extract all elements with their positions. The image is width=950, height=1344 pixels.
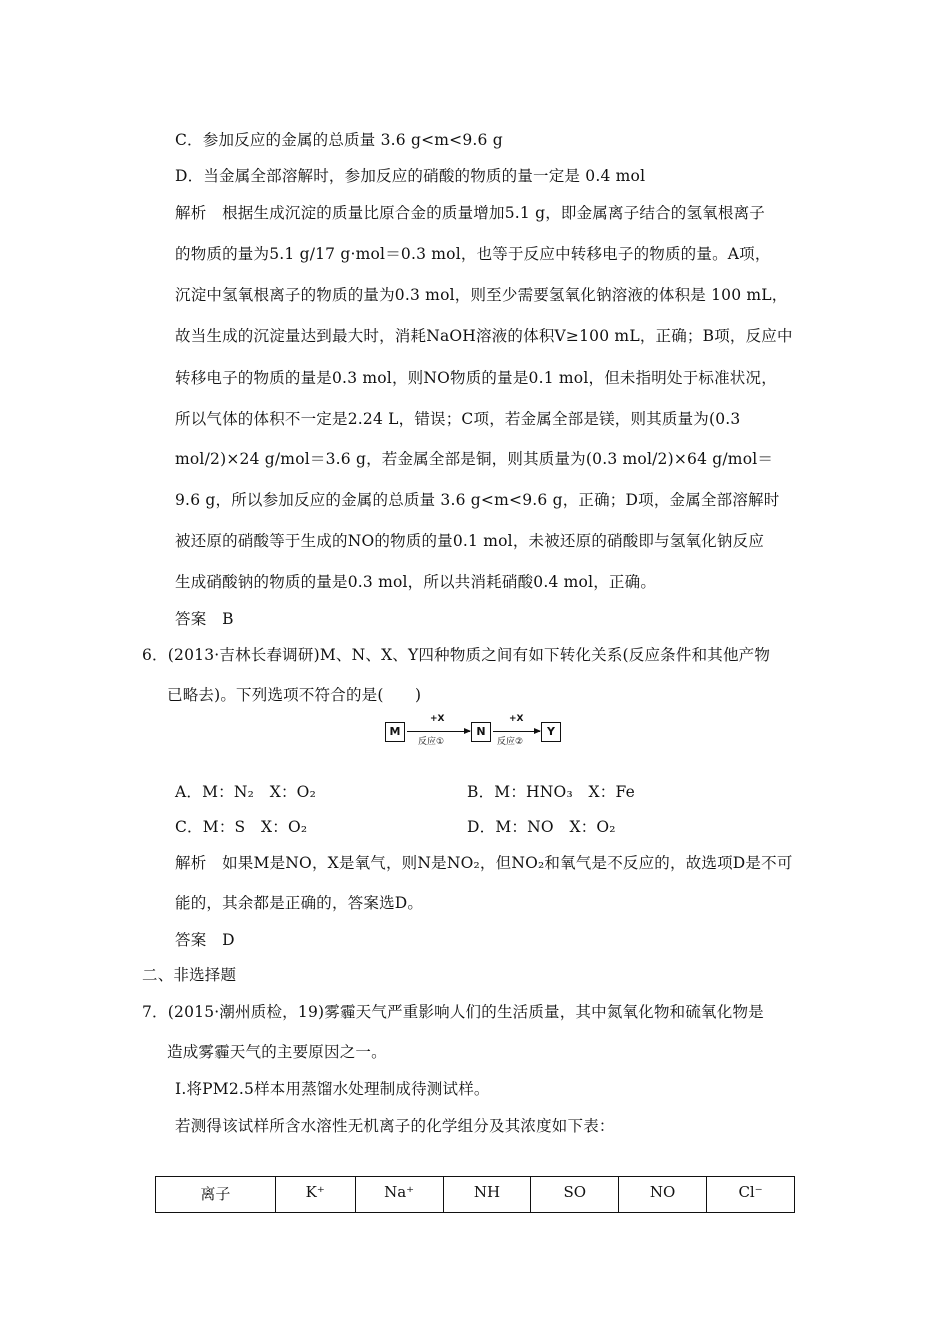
q5-option-c: C．参加反应的金属的总质量 3.6 g<m<9.6 g	[175, 131, 503, 149]
q6-stem-cont: 已略去)。下列选项不符合的是( )	[167, 686, 422, 704]
q5-analysis-line: mol/2)×24 g/mol＝3.6 g，若金属全部是铜，则其质量为(0.3 mol/2)×64 g/mol＝	[175, 450, 774, 468]
q6-option-b: B．M：HNO₃ X：Fe	[467, 783, 635, 801]
q5-analysis-line: 9.6 g，所以参加反应的金属的总质量 3.6 g<m<9.6 g，正确；D项，金属全部溶解时	[175, 491, 780, 509]
q6-answer: 答案 D	[175, 931, 235, 949]
q6-stem: 6．(2013·吉林长春调研)M、N、X、Y四种物质之间有如下转化关系(反应条件和其他产物	[142, 646, 771, 664]
q7-part1-desc: 若测得该试样所含水溶性无机离子的化学组分及其浓度如下表：	[175, 1117, 615, 1135]
q6-analysis-line: 能的，其余都是正确的，答案选D。	[175, 894, 424, 912]
q7-stem: 7．(2015·潮州质检，19)雾霾天气严重影响人们的生活质量，其中氮氧化物和硫氧化物是	[142, 1003, 764, 1021]
q5-analysis-line: 转移电子的物质的量是0.3 mol，则NO物质的量是0.1 mol，但未指明处于标准状况，	[175, 369, 777, 387]
section-heading: 二、非选择题	[142, 966, 237, 984]
arrow-reaction-2	[493, 731, 540, 732]
q5-analysis-line: 故当生成的沉淀量达到最大时，消耗NaOH溶液的体积V≥100 mL，正确；B项，反应中	[175, 327, 793, 345]
box-m: M	[385, 722, 405, 742]
q5-analysis-line: 的物质的量为5.1 g/17 g·mol＝0.3 mol，也等于反应中转移电子的物质的量。A项，	[175, 245, 771, 263]
q6-option-d: D．M：NO X：O₂	[467, 818, 616, 836]
table-header-cell: Na⁺	[355, 1177, 443, 1213]
ion-table	[155, 1176, 795, 1213]
table-header-cell: Cl⁻	[707, 1177, 795, 1213]
table-row	[156, 1177, 795, 1213]
q5-analysis-line: 生成硝酸钠的物质的量是0.3 mol，所以共消耗硝酸0.4 mol，正确。	[175, 573, 657, 591]
box-y: Y	[541, 722, 561, 742]
transformation-diagram	[385, 714, 565, 748]
reagent-label-1: +X	[430, 714, 445, 724]
q5-analysis-line: 沉淀中氢氧根离子的物质的量为0.3 mol，则至少需要氢氧化钠溶液的体积是 100 mL，	[175, 286, 788, 304]
q7-stem-cont: 造成雾霾天气的主要原因之一。	[167, 1043, 387, 1061]
table-header-cell: NH	[443, 1177, 531, 1213]
q5-answer: 答案 B	[175, 610, 234, 628]
q7-part1: Ⅰ.将PM2.5样本用蒸馏水处理制成待测试样。	[175, 1080, 490, 1098]
q5-analysis-line: 所以气体的体积不一定是2.24 L，错误；C项，若金属全部是镁，则其质量为(0.3	[175, 410, 741, 428]
table-header-cell: SO	[531, 1177, 619, 1213]
q5-analysis-line: 被还原的硝酸等于生成的NO的物质的量0.1 mol，未被还原的硝酸即与氢氧化钠反应	[175, 532, 765, 550]
reaction-label-2: 反应②	[497, 737, 524, 747]
box-n: N	[471, 722, 491, 742]
q6-option-c: C．M：S X：O₂	[175, 818, 308, 836]
reagent-label-2: +X	[509, 714, 524, 724]
table-header-cell: NO	[619, 1177, 707, 1213]
table-header-cell: 离子	[156, 1177, 276, 1213]
q5-option-d: D．当金属全部溶解时，参加反应的硝酸的物质的量一定是 0.4 mol	[175, 167, 646, 185]
q6-option-a: A．M：N₂ X：O₂	[175, 783, 316, 801]
q6-analysis-line: 解析 如果M是NO，X是氧气，则N是NO₂，但NO₂和氧气是不反应的，故选项D是不可	[175, 854, 793, 872]
q5-analysis-line: 解析 根据生成沉淀的质量比原合金的质量增加5.1 g，即金属离子结合的氢氧根离子	[175, 204, 766, 222]
arrow-reaction-1	[407, 731, 470, 732]
reaction-label-1: 反应①	[418, 737, 445, 747]
table-header-cell: K⁺	[275, 1177, 355, 1213]
